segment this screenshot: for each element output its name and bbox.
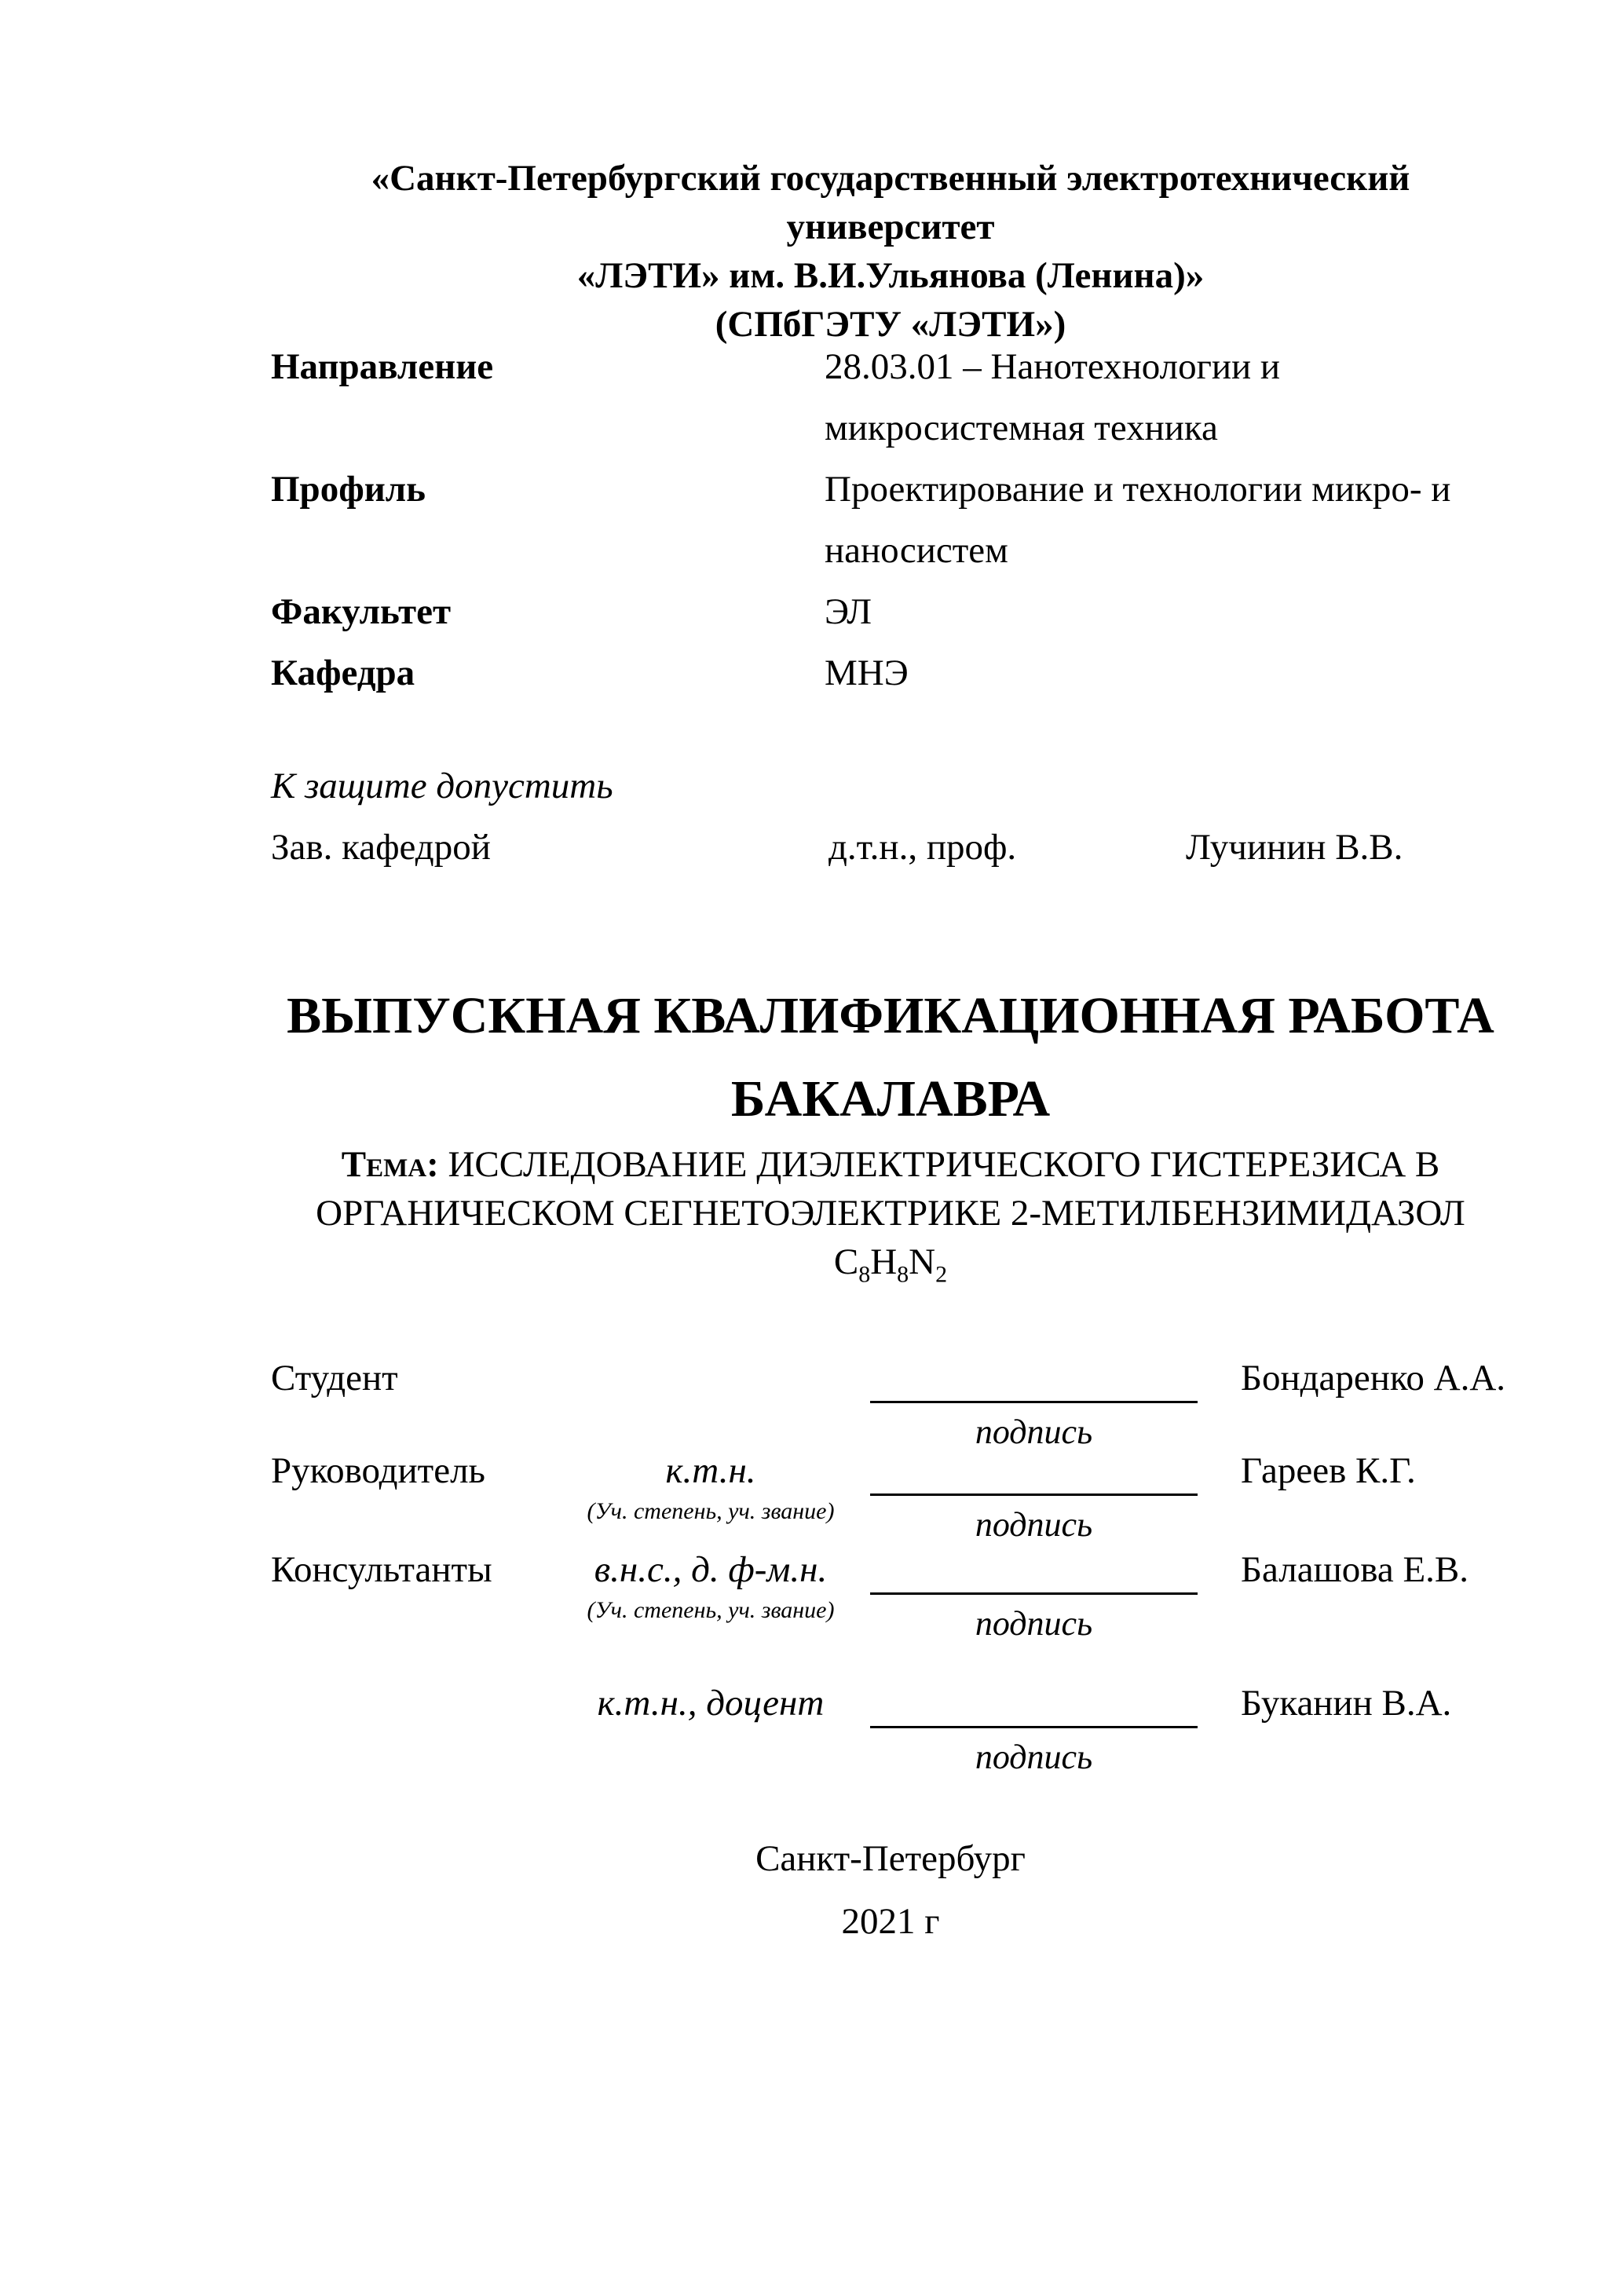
student-role-label: Студент [271,1358,398,1398]
profile-value [825,459,1510,581]
formula-element3: N [909,1241,936,1282]
department-head-label: Зав. кафедрой [271,827,491,868]
department-value: МНЭ [825,653,909,693]
consultant1-degree: в.н.с., д. ф-м.н. [594,1549,828,1590]
year-label: 2021 г [841,1901,940,1942]
chemical-formula [271,1238,1510,1286]
city-label: Санкт-Петербург [755,1838,1026,1879]
signature-caption: подпись [975,1604,1093,1643]
formula-subscript3: 2 [935,1261,948,1288]
consultant1-signature-line [870,1548,1198,1595]
direction-value-line2: микросистемная техника [825,408,1218,448]
direction-label: Направление [271,346,494,387]
university-abbreviation: (СПбГЭТУ «ЛЭТИ») [715,304,1066,345]
university-header [271,154,1510,349]
faculty-label: Факультет [271,591,452,632]
signature-row-consultant1 [271,1548,1510,1652]
degree-caption: (Уч. степень, уч. звание) [587,1498,835,1524]
work-title-line1: ВЫПУСКНАЯ КВАЛИФИКАЦИОННАЯ РАБОТА [287,987,1494,1044]
signature-caption: подпись [975,1505,1093,1544]
approval-block [271,755,1510,878]
theme-block [271,1140,1510,1286]
theme-line1 [271,1140,1510,1189]
theme-text-line1: ИССЛЕДОВАНИЕ ДИЭЛЕКТРИЧЕСКОГО ГИСТЕРЕЗИСА В [448,1144,1440,1185]
field-row-profile [271,459,1510,581]
signature-caption: подпись [975,1738,1093,1776]
department-head-row [271,817,1510,878]
student-name: Бондаренко А.А. [1241,1358,1506,1398]
field-row-direction [271,336,1510,459]
theme-label: Тема: [341,1144,439,1185]
work-title-line2: БАКАЛАВРА [730,1070,1051,1128]
signature-row-supervisor [271,1450,1510,1553]
supervisor-degree: к.т.н. [665,1450,756,1491]
department-head-degree: д.т.н., проф. [828,827,1017,868]
signature-row-student [271,1357,1510,1461]
department-head-name: Лучинин В.В. [1186,827,1403,868]
supervisor-name: Гареев К.Г. [1241,1450,1416,1491]
page-content [271,0,1510,2296]
signature-row-consultant2 [271,1682,1510,1786]
department-label: Кафедра [271,653,415,693]
field-row-faculty [271,581,1510,642]
consultant1-name: Балашова Е.В. [1241,1549,1469,1590]
profile-label: Профиль [271,469,426,510]
formula-subscript2: 8 [897,1261,909,1288]
university-name-line2: «ЛЭТИ» им. В.И.Ульянова (Ленина)» [576,255,1205,296]
profile-value-line1: Проектирование и технологии микро- и [825,469,1451,510]
degree-caption: (Уч. степень, уч. звание) [587,1597,835,1623]
consultants-role-label: Консультанты [271,1549,492,1590]
formula-element2: H [870,1241,898,1282]
formula-element1: C [833,1241,859,1282]
direction-value-line1: 28.03.01 – Нанотехнологии и [825,346,1281,387]
consultant2-degree: к.т.н., доцент [597,1683,825,1724]
faculty-value: ЭЛ [825,591,872,632]
admit-to-defense-note: К защите допустить [271,766,613,806]
program-fields [271,336,1510,704]
field-row-department [271,642,1510,704]
student-signature-line [870,1357,1198,1403]
supervisor-role-label: Руководитель [271,1450,485,1491]
university-name-line1: «Санкт-Петербургский государственный электротехнический университет [371,158,1410,247]
supervisor-signature-line [870,1450,1198,1496]
consultant2-signature-line [870,1682,1198,1728]
formula-subscript1: 8 [858,1261,871,1288]
theme-text-line2: ОРГАНИЧЕСКОМ СЕГНЕТОЭЛЕКТРИКЕ 2-МЕТИЛБЕНЗИМИДАЗОЛ [316,1193,1465,1234]
signature-caption: подпись [975,1413,1093,1451]
profile-value-line2: наносистем [825,530,1008,571]
direction-value [825,336,1510,459]
consultant2-name: Буканин В.А. [1241,1683,1452,1724]
